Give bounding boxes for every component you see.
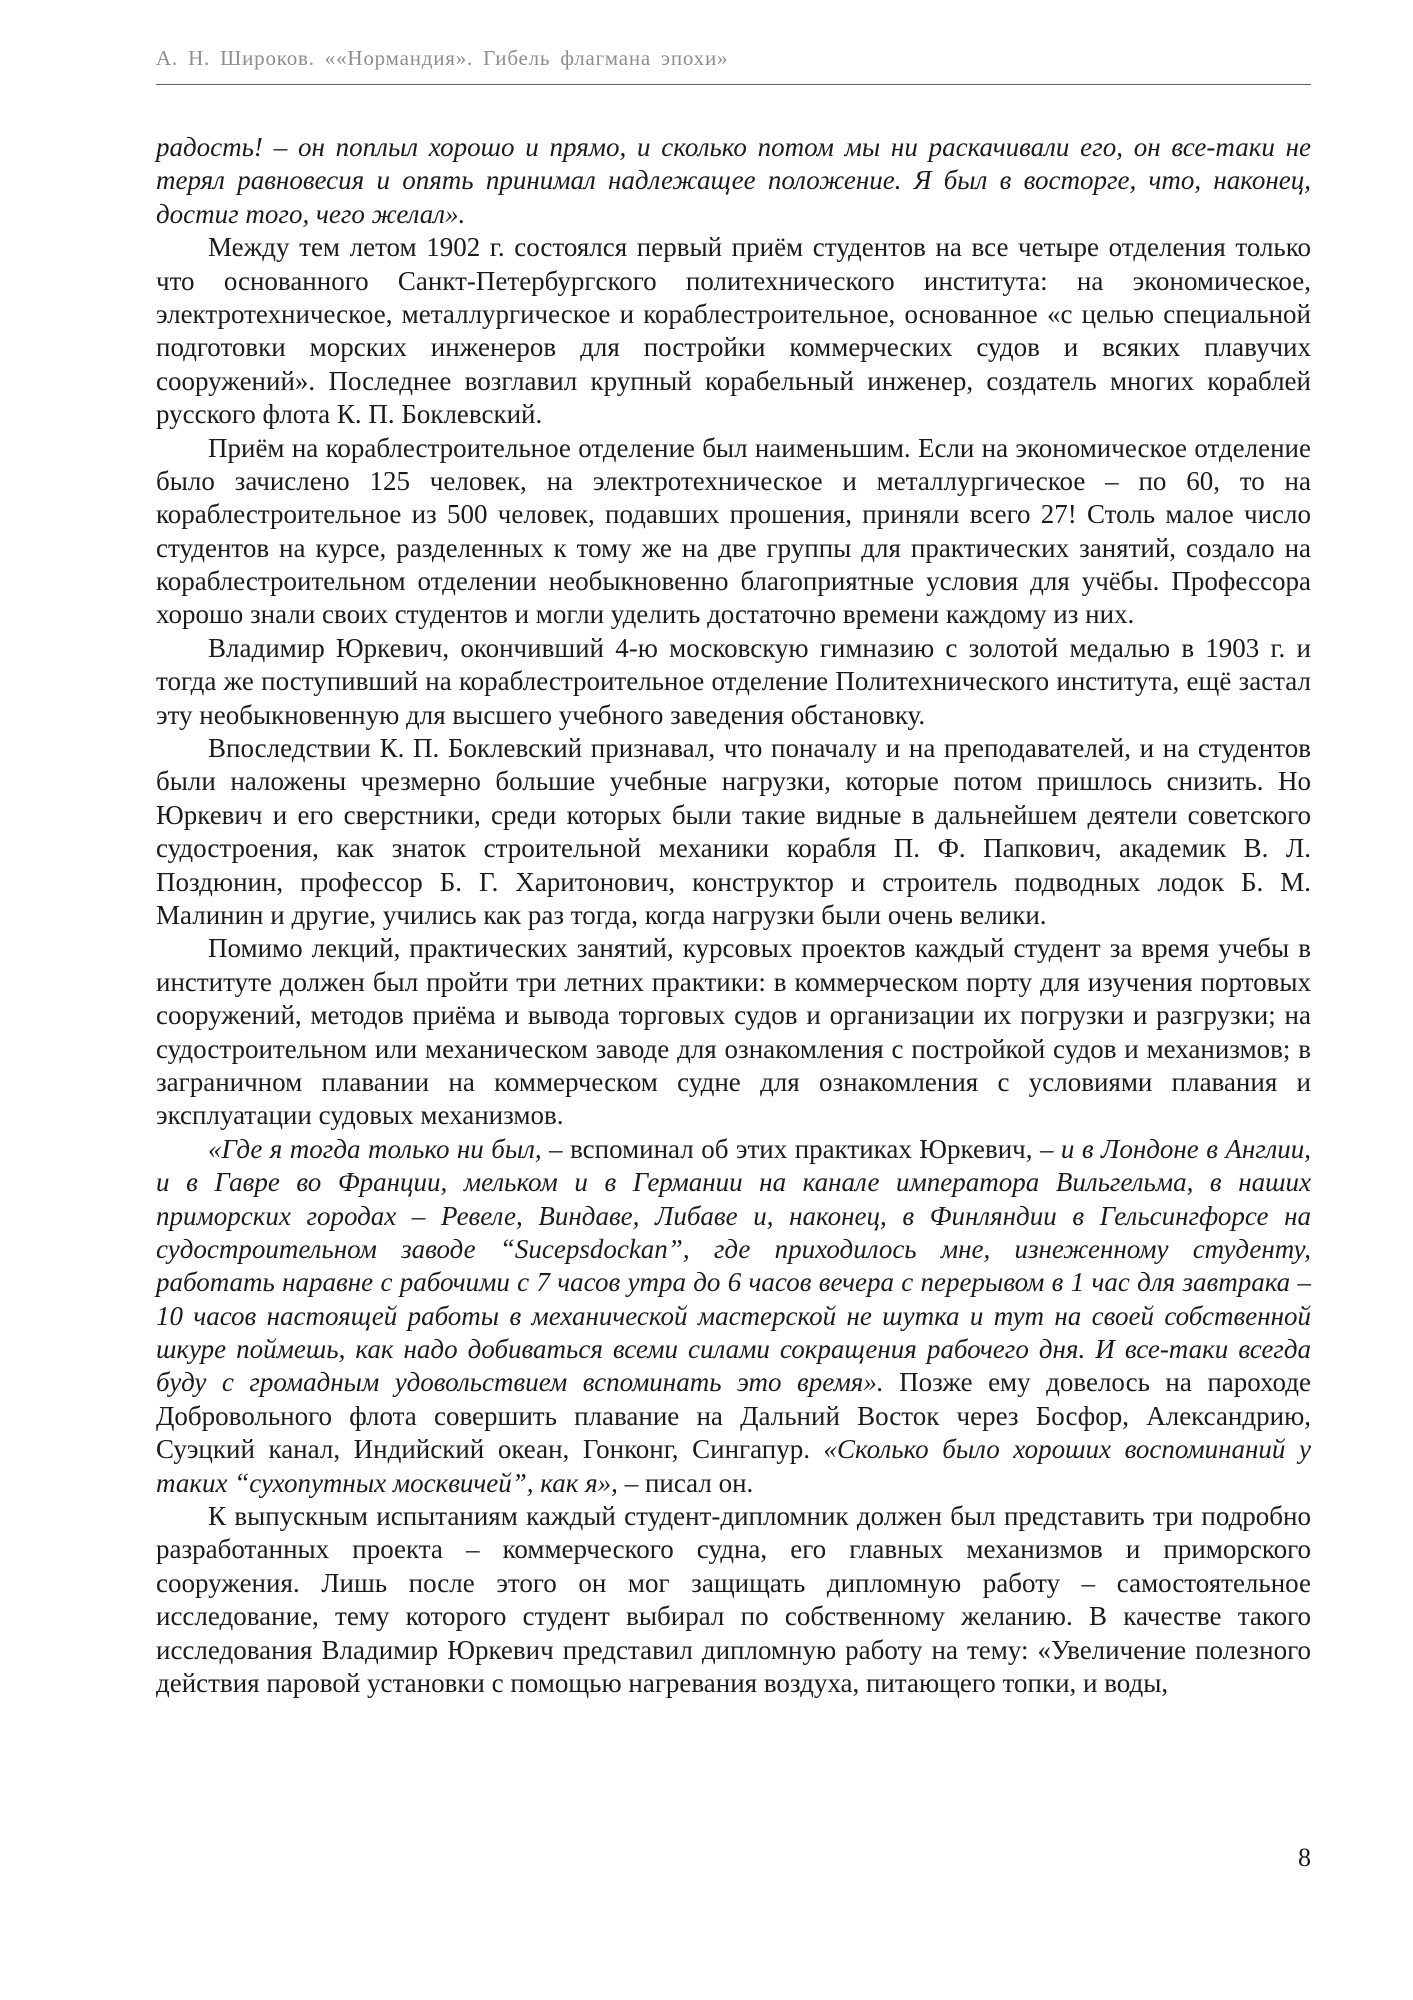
text-segment: Помимо лекций, практических занятий, курсовых проектов каждый студент за время учебы в институте должен был пройти три летних практики: в коммерческом порту для изучения портовых сооружений, методов приёма и вывода торговых судов и организации их погрузки и разгрузки; на судостроительном или механическом заводе для ознакомления с постройкой судов и механизмов; в заграничном плавании на коммерческом судне для ознакомления с условиями плавания и эксплуатации судовых механизмов. [156,933,1311,1131]
header-rule-divider [156,84,1311,85]
page-number: 8 [1298,1843,1311,1872]
text-segment: Приём на кораблестроительное отделение был наименьшим. Если на экономическое отделение было зачислено 125 человек, на электротехническое и металлургическое – по 60, то на кораблестроительное из 500 человек, подавших прошения, приняли всего 27! Столь малое число студентов на курсе, разделенных к тому же на две группы для практических занятий, создало на кораблестроительном отделении необыкновенно благоприятные условия для учёбы. Профессора хорошо знали своих студентов и могли уделить достаточно времени каждому из них. [156,432,1311,630]
text-segment: Владимир Юркевич, окончивший 4-ю московскую гимназию с золотой медалью в 1903 г. и тогда же поступивший на кораблестроительное отделение Политехнического института, ещё застал эту необыкновенную для высшего учебного заведения обстановку. [156,632,1311,730]
italic-text-segment: и в Лондоне в Англии, и в Гавре во Франции, мельком и в Германии на канале императора Вильгельма, в наших приморских городах – Ревеле, Виндаве, Либаве и, наконец, в Финляндии в Гельсингфорсе на судостроительном заводе “Sucepsdockan”, где приходилось мне, изнеженному студенту, работать наравне с рабочими с 7 часов утра до 6 часов вечера с перерывом в 1 час для завтрака – 10 часов настоящей работы в механической мастерской не шутка и тут на своей собственной шкуре поймешь, как надо добиваться всеми силами сокращения рабочего дня. И все-таки всегда буду с громадным удовольствием вспоминать это время». [156,1133,1311,1398]
text-segment: – писал он. [624,1467,754,1498]
paragraph [156,231,1311,431]
text-segment: Между тем летом 1902 г. состоялся первый приём студентов на все четыре отделения только что основанного Санкт-Петербургского политехнического института: на экономическое, электротехническое, металлургическое и кораблестроительное, основанное «с целью специальной подготовки морских инженеров для постройки коммерческих судов и всяких плавучих сооружений». Последнее возглавил крупный корабельный инженер, создатель многих кораблей русского флота К. П. Боклевский. [156,232,1311,430]
italic-text-segment: «Где я тогда только ни был, [208,1133,550,1164]
paragraph [156,432,1311,632]
text-block [156,131,1311,1700]
text-segment: К выпускным испытаниям каждый студент-дипломник должен был представить три подробно разработанных проекта – коммерческого судна, его главных механизмов и приморского сооружения. Лишь после этого он мог защищать дипломную работу – самостоятельное исследование, тему которого студент выбирал по собственному желанию. В качестве такого исследования Владимир Юркевич представил дипломную работу на тему: «Увеличение полезного действия паровой установки с помощью нагревания воздуха, питающего топки, и воды, [156,1501,1311,1698]
paragraph [156,131,1311,231]
paragraph [156,1133,1311,1500]
paragraph [156,632,1311,732]
italic-text-segment: радость! – он поплыл хорошо и прямо, и сколько потом мы ни раскачивали его, он все-таки не терял равновесия и опять принимал надлежащее положение. Я был в восторге, что, наконец, достиг того, чего желал». [156,132,1311,229]
running-header: А. Н. Широков. ««Нормандия». Гибель флагмана эпохи» [156,46,729,70]
paragraph [156,1500,1311,1700]
text-segment: Позже ему довелось на пароходе Добровольного флота совершить плавание на Дальний Восток через Босфор, Александрию, Суэцкий канал, Индийский океан, Гонконг, Сингапур. [156,1367,1311,1465]
text-segment: – вспоминал об этих практиках Юркевич, – [549,1133,1061,1164]
italic-text-segment: «Сколько было хороших воспоминаний у таких “сухопутных москвичей”, как я», [156,1434,1311,1498]
paragraph [156,932,1311,1132]
paragraph [156,732,1311,932]
text-segment: Впоследствии К. П. Боклевский признавал, что поначалу и на преподавателей, и на студентов были наложены чрезмерно большие учебные нагрузки, которые потом пришлось снизить. Но Юркевич и его сверстники, среди которых были такие видные в дальнейшем деятели советского судостроения, как знаток строительной механики корабля П. Ф. Папкович, академик В. Л. Поздюнин, профессор Б. Г. Харитонович, конструктор и строитель подводных лодок Б. М. Малинин и другие, учились как раз тогда, когда нагрузки были очень велики. [156,733,1311,930]
